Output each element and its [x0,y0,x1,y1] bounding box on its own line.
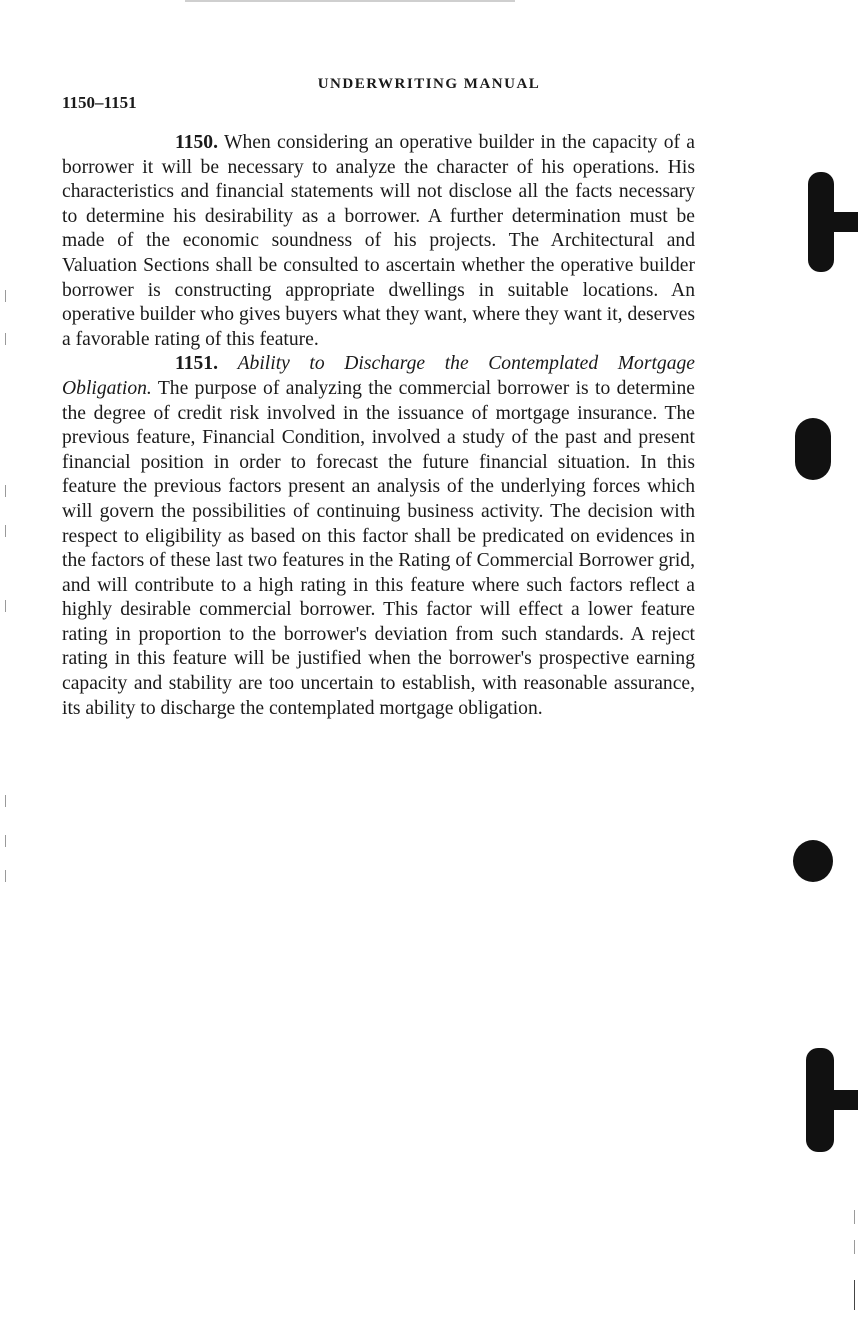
section-number: 1150. [175,132,219,153]
margin-mark [5,333,6,345]
margin-mark [5,835,6,847]
punch-hole-round [793,840,833,882]
margin-mark [5,525,6,537]
margin-mark [854,1280,855,1310]
section-number: 1151. [175,353,219,375]
running-head: UNDERWRITING MANUAL [317,76,541,92]
binder-tab-top-notch [828,212,858,232]
section-text: When considering an operative builder in the capacity of a borrower it will be necessary to analyze the character of his operations. His characteristics and financial statements will not disclose all the facts necessary to determine his desirability as a borrower. A further determination must be made of the economic soundness of his projects. The Architectural and Valuation Sections shall be consulted to ascertain whether the operative builder borrower is constructing appropriate dwellings in suitable locations. An operative builder who gives buyers what they want, where they want it, deserves a favorable rating of this feature. [62,132,696,350]
margin-mark [5,870,6,882]
binder-tab-bottom-notch [828,1090,858,1110]
margin-mark [854,1240,855,1254]
section-text: The purpose of analyzing the commercial borrower is to determine the degree of credit risk involved in the issuance of mortgage insurance. The previous feature, Financial Condition, involved a study of the past and present financial position in order to forecast the future financial situation. In this feature the previous factors present an analysis of the underlying forces which will govern the possibilities of continuing business activity. The decision with respect to eligibility as based on this factor shall be predicated on evidences in the factors of these last two features in the Rating of Commercial Borrower grid, and will contribute to a high rating in this feature where such factors reflect a highly desirable commercial borrower. This factor will effect a lower feature rating in proportion to the borrower's deviation from such standards. A reject rating in this feature will be justified when the borrower's prospective earning capacity and stability are too uncertain to establish, with reasonable assurance, its ability to discharge the contemplated mortgage obligation. [62,377,695,719]
paragraph-1150 [62,131,695,352]
margin-mark [5,290,6,302]
paragraph-1151 [62,352,695,721]
margin-mark [5,795,6,807]
scan-top-edge [185,0,515,2]
margin-mark [854,1210,855,1224]
punch-hole-oval [795,418,831,480]
section-title: Ability to Discharge the Contemplated Mortgage Obligation. [62,353,695,399]
page-body [62,131,695,721]
margin-mark [5,485,6,497]
margin-mark [5,600,6,612]
section-range: 1150–1151 [62,93,137,112]
